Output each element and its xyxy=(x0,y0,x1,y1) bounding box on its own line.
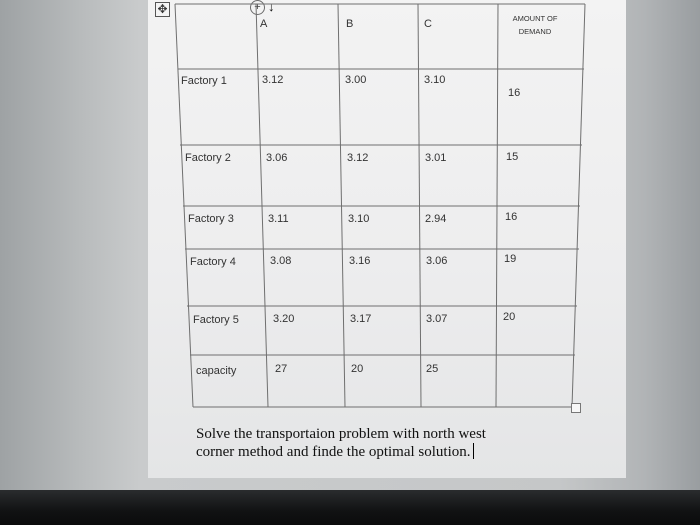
cell-f3-b[interactable]: 3.10 xyxy=(348,213,370,225)
row-label-factory-4[interactable]: Factory 4 xyxy=(190,256,236,268)
row-label-factory-2[interactable]: Factory 2 xyxy=(185,152,231,164)
row-label-capacity[interactable]: capacity xyxy=(196,365,237,377)
cell-f5-c[interactable]: 3.07 xyxy=(426,313,448,325)
cell-f3-c[interactable]: 2.94 xyxy=(425,213,447,225)
question-text[interactable] xyxy=(196,425,486,461)
header-b[interactable]: B xyxy=(346,18,354,30)
cell-f2-a[interactable]: 3.06 xyxy=(266,152,288,164)
row-label-factory-3[interactable]: Factory 3 xyxy=(188,213,234,225)
header-a[interactable]: A xyxy=(260,18,268,30)
question-line-2 xyxy=(196,443,486,461)
row-label-factory-5[interactable]: Factory 5 xyxy=(193,314,239,326)
cell-f5-b[interactable]: 3.17 xyxy=(350,313,372,325)
insert-arrow-icon: ↓ xyxy=(268,0,275,14)
cell-f5-demand[interactable]: 20 xyxy=(503,311,516,323)
question-line-2-text: corner method and finde the optimal solution. xyxy=(196,444,471,460)
cell-f4-c[interactable]: 3.06 xyxy=(426,255,448,267)
cell-f3-demand[interactable]: 16 xyxy=(505,211,518,223)
cell-f1-c[interactable]: 3.10 xyxy=(424,74,446,86)
cell-f5-a[interactable]: 3.20 xyxy=(273,313,295,325)
cell-f4-b[interactable]: 3.16 xyxy=(349,255,371,267)
text-cursor xyxy=(473,443,474,459)
cell-capacity-c[interactable]: 25 xyxy=(426,363,439,375)
table-resize-icon[interactable] xyxy=(571,403,581,413)
cell-f1-a[interactable]: 3.12 xyxy=(262,74,284,86)
cell-f4-a[interactable]: 3.08 xyxy=(270,255,292,267)
cell-f4-demand[interactable]: 19 xyxy=(504,253,517,265)
header-amount-of-demand[interactable]: AMOUNT OF DEMAND xyxy=(512,14,558,36)
cell-f2-b[interactable]: 3.12 xyxy=(347,152,369,164)
add-column-icon[interactable]: + xyxy=(250,0,265,15)
cell-capacity-a[interactable]: 27 xyxy=(275,363,288,375)
cell-capacity-b[interactable]: 20 xyxy=(351,363,364,375)
header-c[interactable]: C xyxy=(424,18,432,30)
row-label-factory-1[interactable]: Factory 1 xyxy=(181,75,227,87)
question-line-1: Solve the transportaion problem with north west xyxy=(196,426,486,442)
cell-f2-c[interactable]: 3.01 xyxy=(425,152,447,164)
monitor-bezel xyxy=(0,490,700,525)
cell-f3-a[interactable]: 3.11 xyxy=(268,213,289,225)
cell-f2-demand[interactable]: 15 xyxy=(506,151,519,163)
cell-f1-b[interactable]: 3.00 xyxy=(345,74,367,86)
table-move-icon[interactable]: ✥ xyxy=(155,2,170,17)
cell-f1-demand[interactable]: 16 xyxy=(508,87,521,99)
